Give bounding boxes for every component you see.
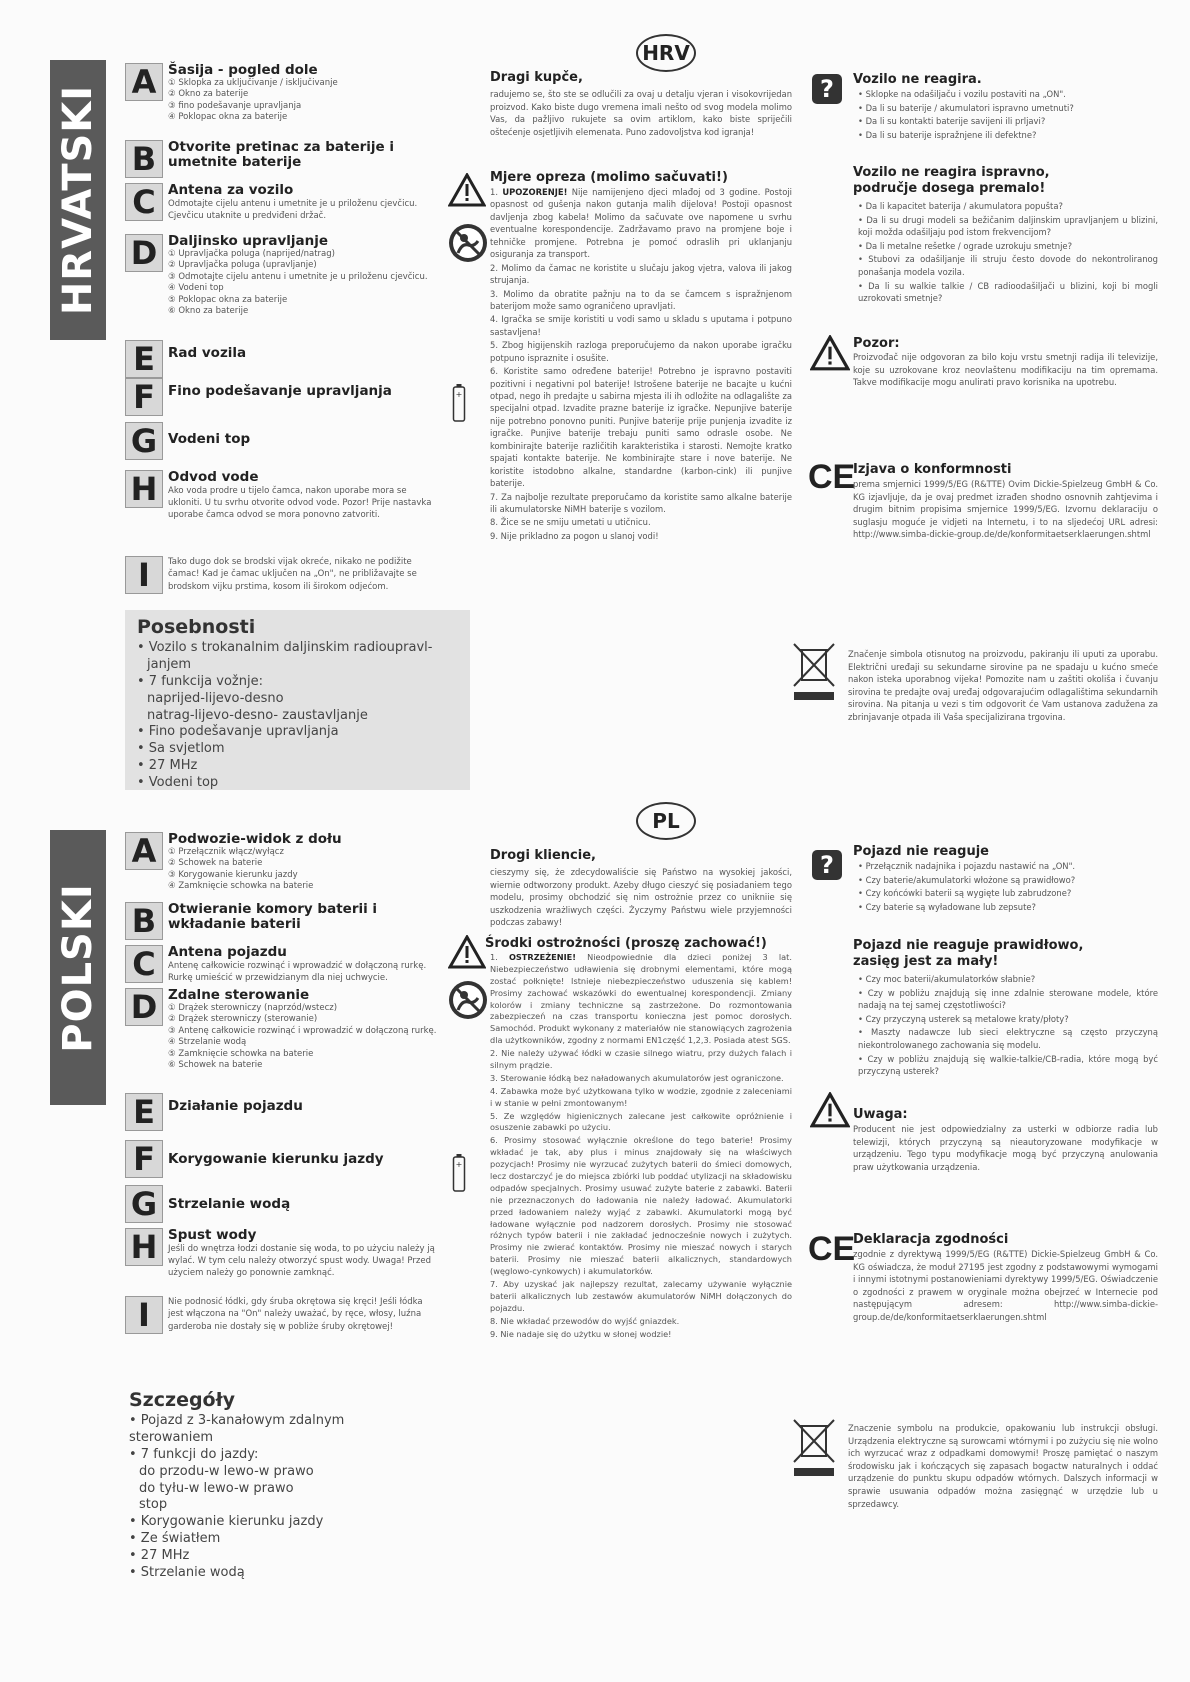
item-text: Igračka se smije koristiti u vodi samo u skladu s uputama i potpuno sastavljena! [490,314,792,337]
section-polish [0,809,1190,1682]
item-text: Zbog higijenskih razloga preporučujemo da nakon uporabe igračku potpuno ispraznite i osušite. [490,340,792,363]
caution-title: Uwaga: [853,1107,908,1122]
feature-item: • Fino podešavanje upravljanja [137,724,339,740]
safety-item [490,288,792,313]
warning-triangle-icon [448,935,486,969]
noreact2-title: Pojazd nie reaguje prawidłowo, zasięg jest za mały! [853,938,1084,970]
dear-title: Drogi kliencie, [490,848,596,863]
item-lead: UPOZORENJE! [502,187,568,197]
part-item: ⑥ Schowek na baterie [168,1060,263,1071]
part-item: ③ Korygowanie kierunku jazdy [168,869,298,880]
language-tab-pl: POLSKI [50,830,106,1105]
feature-item: do przodu-w lewo-w prawo [139,1463,314,1479]
noreact-item: • Czy baterie są wyładowane lub zepsute? [858,901,1036,912]
part-letter: G [125,1185,163,1223]
part-title: Antena za vozilo [168,182,294,198]
item-number: 7. [490,491,498,502]
question-icon: ? [812,74,842,104]
safety-item [490,339,792,364]
part-title: Šasija - pogled dole [168,62,318,78]
safety-title: Mjere opreza (molimo sačuvati!) [490,170,728,185]
item-text: Nije prikladno za pogon u slanoj vodi! [500,530,659,541]
conformity-title: Deklaracja zgodności [853,1232,1009,1247]
crossed-bin-icon [790,1416,838,1478]
part-letter: G [125,422,163,460]
safety-item [490,491,792,516]
part-letter: A [125,63,163,101]
question-icon: ? [812,850,842,880]
part-title: Korygowanie kierunku jazdy [168,1151,384,1167]
item-number: 1. [490,187,498,197]
conformity-text: prema smjernici 1999/5/EG (R&TTE) Ovim Dickie-Spielzeug GmbH & Co. KG izjavljuje, da je ovaj predmet izrađen shodno osnovnih zahtjevima i drugim bitnim propisima smjernice 1999/5/EG. Izvornu deklaraciju o suglasju moguće je vidjeti na Internetu, i to na sljedećoj URL adresi: http://www.simba-dickie-group.de/de/konformitaetserklaerungen.shtml [853,479,1158,540]
item-number: 8. [490,517,498,528]
feature-item: do tyłu-w lewo-w prawo [139,1480,294,1496]
feature-item: janjem [147,656,192,672]
noreact-item: • Da li su baterije ispražnjene ili defektne? [858,129,1037,140]
safety-list [490,952,792,1342]
noreact-item: • Da li su kontakti baterije savijeni ili prljavi? [858,116,1046,127]
safety-title: Środki ostrożności (proszę zachować!) [485,936,767,951]
part-letter: D [125,988,163,1026]
item-number: 3. [490,1072,498,1083]
caution-title: Pozor: [853,336,900,351]
part-item: ③ fino podešavanje upravljanja [168,100,302,111]
svg-text:+: + [455,1160,463,1169]
safety-item [490,1111,792,1135]
item-text: Sterowanie łódką bez naładowanych akumulatorów jest ograniczone. [500,1072,784,1083]
crossed-bin-icon [790,640,838,702]
part-text: Ako voda prodre u tijelo čamca, nakon uporabe mora se ukloniti. U tu svrhu otvorite odvod vode. Pozor! Prije nastavka uporabe čamca odvod se mora ponovno zatvoriti. [168,485,432,521]
feature-item: • 7 funkcija vožnje: [137,673,263,689]
part-item: ② Drążek sterowniczy (sterowanie) [168,1014,318,1025]
feature-item: • Vodeni top [137,775,219,791]
part-letter: C [125,945,163,983]
item-text: Žice se ne smiju umetati u utičnicu. [500,517,651,528]
item-text: Zabawka może być użytkowana tylko w wodzie, zgodnie z zaleceniami i w stanie w pełni zmontowanym! [490,1085,792,1108]
part-item: ⑥ Okno za baterije [168,306,249,317]
noreact-list [858,860,1158,914]
noreact2-item: • Da li su drugi modeli sa bežičanim daljinskim upravljanjem u blizini, koji možda odašiljaju pod istom frekvencijom? [858,214,1158,238]
conformity-text: zgodnie z dyrektywą 1999/5/EG (R&TTE) Dickie-Spielzeug GmbH & Co. KG oświadcza, że moduł 27195 jest zgodny z podstawowymi wymogami i innymi istotnymi postanowieniami dyrektywy 1999/5/EG. Oświadczenie o zgodności z prawem w oryginale można obejrzeć w Internecie pod następującym adresem: http://www.simba-dickie-group.de/de/konformitaetserklaerungen.shtml [853,1249,1158,1323]
item-text: Nie należy używać łódki w czasie silnego wiatru, przy dużych falach i silnym prądzie. [490,1048,792,1071]
part-letter: H [125,470,163,508]
noreact2-item: • Czy moc baterii/akumulatorków słabnie? [858,974,1036,984]
item-text: Nie nadaje się do użytku w słonej wodzie! [500,1328,672,1339]
part-letter: D [125,234,163,272]
part-title: Zdalne sterowanie [168,987,310,1003]
feature-item: • Vozilo s trokanalnim daljinskim radioupravl- [137,640,433,655]
safety-item [490,1279,792,1315]
part-text: Nie podnosić łódki, gdy śruba okrętowa się kręci! Jeśli łódka jest włączona na "On" należy uważać, by ręce, włosy, luźna garderoba nie dostały się w pobliże śruby okrętowej! [168,1297,423,1332]
safety-list [490,186,792,543]
noreact-title: Vozilo ne reagira. [853,72,982,87]
part-letter: I [125,556,163,594]
part-letter: E [125,340,163,378]
noreact2-item: • Da li kapacitet baterija / akumulatora popušta? [858,201,1063,211]
item-text: Prosimy stosować wyłącznie określone do tego baterie! Prosimy wkładać je tak, aby plus i minus znajdowały się na właściwych pozycjach! Prosimy nie wyrzucać zużytych baterii do śmieci domowych, lecz dostarczyć je do miejsca zbiórki lub poddać utylizacji na składowisku odpadów specjalnych. Prosimy usuwać zużyte baterie z zabawki. Baterii nie przeznaczonych do ładowania nie należy ładować. Akumulatorki przed ładowaniem należy wyjąć z zabawki. Akumulatorki mogą być ładowane wyłącznie pod nadzorem dorosłych. Prosimy nie stosować różnych typów baterii i nie zakładać jednocześnie nowych i zużytych. Prosimy nie zwierać kontaktów. Prosimy nie mieszać nowych i starych baterii. Prosimy nie mieszać baterii alkalicznych, standardowych (węglowo-cynkowych) i akumulatorków. [490,1135,792,1277]
part-item: ⑤ Poklopac okna za baterije [168,294,288,305]
safety-item [490,313,792,338]
item-number: 9. [490,530,498,541]
part-title: Spust wody [168,1227,257,1243]
part-title: Działanie pojazdu [168,1098,303,1114]
feature-item: • Ze światłem [129,1531,221,1547]
feature-item: • Strzelanie wodą [129,1565,245,1581]
part-title: Rad vozila [168,345,247,361]
caution-text: Proizvođač nije odgovoran za bilo koju vrstu smetnji radija ili televizije, koje su uzrokovane kroz neovlaštenu modifikaciju na tim opremama. Takve modifikacije mogu anulirati pravo korisnika na upotrebu. [853,352,1158,388]
language-badge: HRV [636,34,696,72]
feature-item: • Pojazd z 3-kanałowym zdalnym sterowaniem [129,1413,345,1445]
dear-text: cieszymy się, że zdecydowaliście się Państwo na wysokiej jakości, wiernie odtworzony produkt. Azeby długo cieszyć się posiadaniem tego modelu, prosimy obchodzić się nim ostrożnie przez co unikniie się uszkodzenia wrażliwych części. Życzymy Państwu wiele przyjemności podczas zabawy! [490,867,792,928]
part-title: Odvod vode [168,469,259,485]
part-letter: E [125,1093,163,1131]
language-badge: PL [636,802,696,840]
noreact-item: • Czy baterie/akumulatorki włożone są prawidłowo? [858,874,1076,885]
part-title: Strzelanie wodą [168,1196,291,1212]
item-number: 1. [490,952,498,962]
part-text: Jeśli do wnętrza łodzi dostanie się woda, to po użyciu należy ją wylać. W tym celu należy otworzyć spust wody. Uwaga! Przed użyciem należy go ponownie zamknąć. [168,1243,435,1279]
part-item: ② Upravljačka poluga (upravljanje) [168,260,317,271]
part-item: ② Okno za baterije [168,89,249,100]
dear-text: radujemo se, što ste se odlučili za ovaj u detalju vjeran i visokovrijedan proizvod. Kako biste dugo vremena imali nešto od svog modela molimo Vas, da pažljivo rukujete sa ovim artiklom, kako biste spriječili oštećenje osjetljivih elemenata. Puno zadovoljstva kod igranja! [490,89,792,137]
item-text: Za najbolje rezultate preporučamo da koristite samo alkalne baterije ili akumulatorske NiMH baterije s vozilom. [490,491,792,514]
dear-title: Dragi kupče, [490,70,583,85]
safety-item [490,1329,792,1341]
noreact2-item: • Czy przyczyną usterek są metalowe kraty/płoty? [858,1013,1069,1024]
part-item: ③ Odmotajte cijelu antenu i umetnite je u priloženu cjevčicu. [168,271,428,282]
part-title: Podwozie-widok z dołu [168,831,342,847]
feature-item: naprijed-lijevo-desno [147,690,284,706]
feature-item: natrag-lijevo-desno- zaustavljanje [147,707,368,723]
safety-item [490,186,792,261]
item-number: 6. [490,1135,498,1146]
feature-item: • 7 funkcji do jazdy: [129,1446,259,1462]
features-title: Posebnosti [137,616,256,638]
item-text: Nieodpowiednie dla dzieci poniżej 3 lat. Niebezpieczeństwo udławienia się drobnymi elementami, które mogą zostać połknięte! Istnieje niebezpieczeństwo uduszenia się kablem! Prosimy zachować wskazówki do ewentualnej korespondencji. Zmiany kolorów i zmiany techniczne są zastrzeżone. Do rozmontowania zabezpieczeń na czas transportu konieczna jest pomoc dorosłych. Samochód. Produkt wykonany z materiałów nie stanowiących zagrożenia dla użytkowników, zgodny z normami EN1część 1,2,3. Posiada atest SGS. [490,952,792,1046]
section-croatian [0,0,1190,830]
item-number: 5. [490,340,498,351]
item-number: 6. [490,366,498,377]
part-title: Otwieranie komory baterii i wkładanie baterii [168,901,378,932]
item-text: Molimo da čamac ne koristite u slučaju jakog vjetra, valova ili jakog strujanja. [490,262,793,286]
part-letter: B [125,140,163,178]
safety-item [490,530,792,542]
safety-item [490,262,792,287]
part-text: Tako dugo dok se brodski vijak okreće, nikako ne podižite čamac! Kad je čamac uključen na „On", ne približavajte se brodskom vijku prstima, kosom ili širokom odjećom. [168,557,417,592]
part-title: Antena pojazdu [168,944,287,960]
safety-item [490,952,792,1047]
feature-item: • Sa svjetlom [137,741,225,757]
part-item: ① Drążek sterowniczy (naprzód/wstecz) [168,1002,338,1013]
weee-text: Značenje simbola otisnutog na proizvodu, pakiranju ili uputi za uporabu. Električni uređaji su sekundarne sirovine pa ne spadaju u kućno smeće nakon isteka uporabnog vijeka! Pomozite nam u zaštiti okoliša i čuvanju sirovina te predajte ovaj uređaj odgovarajućim odlagalištima sekundarnih sirovina. Na pitanja u vezi s tim odgovorit će Vam ustanova zadužena za zbrinjavanje otpada ili Vaša specijalizirana trgovina. [848,649,1158,723]
noreact2-item: • Czy w pobliżu znajdują się walkie-talkie/CB-radia, które mogą być przyczyną usterek? [858,1053,1158,1077]
conformity-title: Izjava o konformnosti [853,462,1012,477]
part-item: ④ Strzelanie wodą [168,1037,247,1048]
item-text: Nije namijenjeno djeci mlađoj od 3 godine. Postoji opasnost od gušenja nakon gutanja malih dijelova! Postoji opasnost davljenja zbog kabela! Molimo da sačuvate ove napomene u svrhu eventualne korespondencije. Zadržavamo pravo na promjene boje i tehničke promjene. Potrebna je pomoć odraslih pri uklanjanju osiguranja za transport. [490,187,792,260]
feature-item: • 27 MHz [137,758,198,774]
part-title: Vodeni top [168,431,251,447]
noreact2-list [858,973,1158,1079]
item-number: 2. [490,262,498,273]
noreact-list [858,88,1158,142]
feature-item: • Korygowanie kierunku jazdy [129,1514,324,1530]
item-number: 9. [490,1328,498,1339]
ce-mark-icon: CE [808,1230,856,1268]
item-text: Molimo da obratite pažnju na to da se čamcem s ispražnjenom baterijom može samo ograničeno upravljati. [490,288,793,311]
noreact-item: • Czy końcówki baterii są wygięte lub zabrudzone? [858,888,1072,899]
part-item: ① Upravljačka poluga (naprijed/natrag) [168,248,335,259]
svg-text:+: + [455,390,463,399]
item-number: 4. [490,1085,498,1096]
language-tab-hr: HRVATSKI [50,60,106,340]
feature-item: stop [139,1497,168,1513]
noreact-item: • Przełącznik nadajnika i pojazdu nastawić na „ON". [858,861,1076,871]
part-letter: B [125,902,163,940]
feature-item: • 27 MHz [129,1548,190,1564]
item-number: 8. [490,1315,498,1326]
part-letter: F [125,378,163,416]
part-letter: I [125,1296,163,1334]
battery-icon [452,1153,466,1193]
safety-item [490,1086,792,1110]
part-letter: H [125,1228,163,1266]
noreact-title: Pojazd nie reaguje [853,844,989,859]
item-number: 5. [490,1110,498,1121]
item-number: 7. [490,1279,498,1290]
features-box [125,1385,425,1581]
part-title: Fino podešavanje upravljanja [168,383,392,399]
safety-item [490,1048,792,1072]
safety-item [490,516,792,528]
features-box [125,610,470,790]
child-hazard-icon [448,223,488,263]
part-letter: A [125,832,163,870]
ce-mark-icon: CE [808,458,856,496]
item-number: 2. [490,1048,498,1059]
part-item: ④ Vodeni top [168,283,224,294]
part-item: ③ Antenę całkowicie rozwinąć i wprowadzić w dołączoną rurkę. [168,1025,437,1036]
noreact2-title: Vozilo ne reagira ispravno, područje dosega premalo! [853,165,1050,197]
item-text: Koristite samo određene baterije! Potrebno je ispravno postaviti pozitivni i negativni pol baterije! Istrošene baterije ne bacajte u kućni otpad, nego ih predajte u sabirna mjesta ili ih odložite na odlagalište za specijalni otpad. Izvadite prazne baterije iz igračke. Nepunjive baterije nije potrebno ponovno puniti. Punjive baterije prije punjenja izvadite iz igračke. Punjive baterije trebaju puniti samo odrasle osobe. Ne kombinirajte baterije različitih karakteristika i starosti. Nemojte kratko spajati kontakte baterije. Ne kombinirajte stare i nove baterije. Ne koristite istodobno alkalne, standardne (karbon-cink) ili punjive baterije. [490,366,792,489]
caution-text: Producent nie jest odpowiedzialny za usterki w odbiorze radia lub telewizji, których przyczyną są nieautoryzowane modyfikacje w urządzeniu. Tego typu modyfikacje mogą być przyczyną anulowania praw użytkowania urządzenia. [853,1124,1158,1172]
safety-item [490,1316,792,1328]
battery-icon [452,383,466,423]
safety-item [490,1135,792,1278]
noreact2-item: • Czy w pobliżu znajdują się inne zdalnie sterowane modele, które nadają na tej samej częstotliwości? [858,987,1158,1011]
noreact2-item: • Da li su walkie talkie / CB radioodašiljači u blizini, koji bi mogli uzrokovati smetnje? [858,280,1158,304]
part-title: Daljinsko upravljanje [168,233,329,249]
noreact2-item: • Maszty nadawcze lub sieci elektryczne są często przyczyną niekontrolowanego zachowania się modelu. [858,1027,1158,1051]
child-hazard-icon [448,980,488,1020]
weee-text: Znaczenie symbolu na produkcie, opakowaniu lub instrukcji obsługi. Urządzenia elektryczne są surowcami wtórnymi i po zużyciu się nie wolno ich wyrzucać wraz z odpadkami domowymi! Proszę pamiętać o naszym środowisku jak i kończących się zapasach bogactw naturalnych i oddać urządzenie do punktu skupu odpadów wtórnych. Dalszych informacji w sprawie usuwania odpadów można zasięgnąć w urzędzie lub u sprzedawcy. [848,1423,1158,1509]
warning-triangle-icon [810,1092,850,1128]
item-lead: OSTRZEŻENIE! [508,952,576,962]
item-text: Nie wkładać przewodów do wyjść gniazdek. [500,1315,680,1326]
part-letter: F [125,1140,163,1178]
noreact-item: • Da li su baterije / akumulatori ispravno umetnuti? [858,102,1074,113]
warning-triangle-icon [810,335,850,371]
warning-triangle-icon [448,173,486,207]
safety-item [490,1073,792,1085]
part-item: ① Przełącznik włącz/wyłącz [168,846,284,857]
noreact2-list [858,200,1158,306]
part-item: ④ Poklopac okna za baterije [168,112,288,123]
safety-item [490,365,792,489]
part-text: Antenę całkowicie rozwinąć i wprowadzić w dołączoną rurkę. Rurkę umieścić w przewidzianym dla niej uchwycie. [168,960,427,984]
item-number: 3. [490,288,498,299]
item-number: 4. [490,314,498,325]
part-item: ② Schowek na baterie [168,858,263,869]
noreact-item: • Sklopke na odašiljaču i vozilu postaviti na „ON". [858,89,1066,99]
part-item: ① Sklopka za uključivanje / isključivanje [168,77,338,88]
part-text: Odmotajte cijelu antenu i umetnite je u priloženu cjevčicu. Cjevčicu utaknite u predviđeni držač. [168,198,418,222]
features-title: Szczegóły [129,1389,236,1411]
part-item: ⑤ Zamknięcie schowka na baterie [168,1048,314,1059]
item-text: Aby uzyskać jak najlepszy rezultat, zalecamy używanie wyłącznie baterii alkalicznych lub zestawów akumulatorów NiMH dołączonych do pojazdu. [490,1279,793,1313]
part-title: Otvorite pretinac za baterije i umetnite baterije [168,139,395,170]
part-item: ④ Zamknięcie schowka na baterie [168,881,314,892]
item-text: Ze względów higienicznych zalecane jest całkowite opróżnienie i osuszenie zabawki po użyciu. [490,1110,793,1133]
noreact2-item: • Stubovi za odašiljanje ili struju često dovode do nekontroliranog ponašanja modela vozila. [858,254,1158,278]
part-letter: C [125,183,163,221]
noreact2-item: • Da li metalne rešetke / ograde uzrokuju smetnje? [858,240,1073,251]
